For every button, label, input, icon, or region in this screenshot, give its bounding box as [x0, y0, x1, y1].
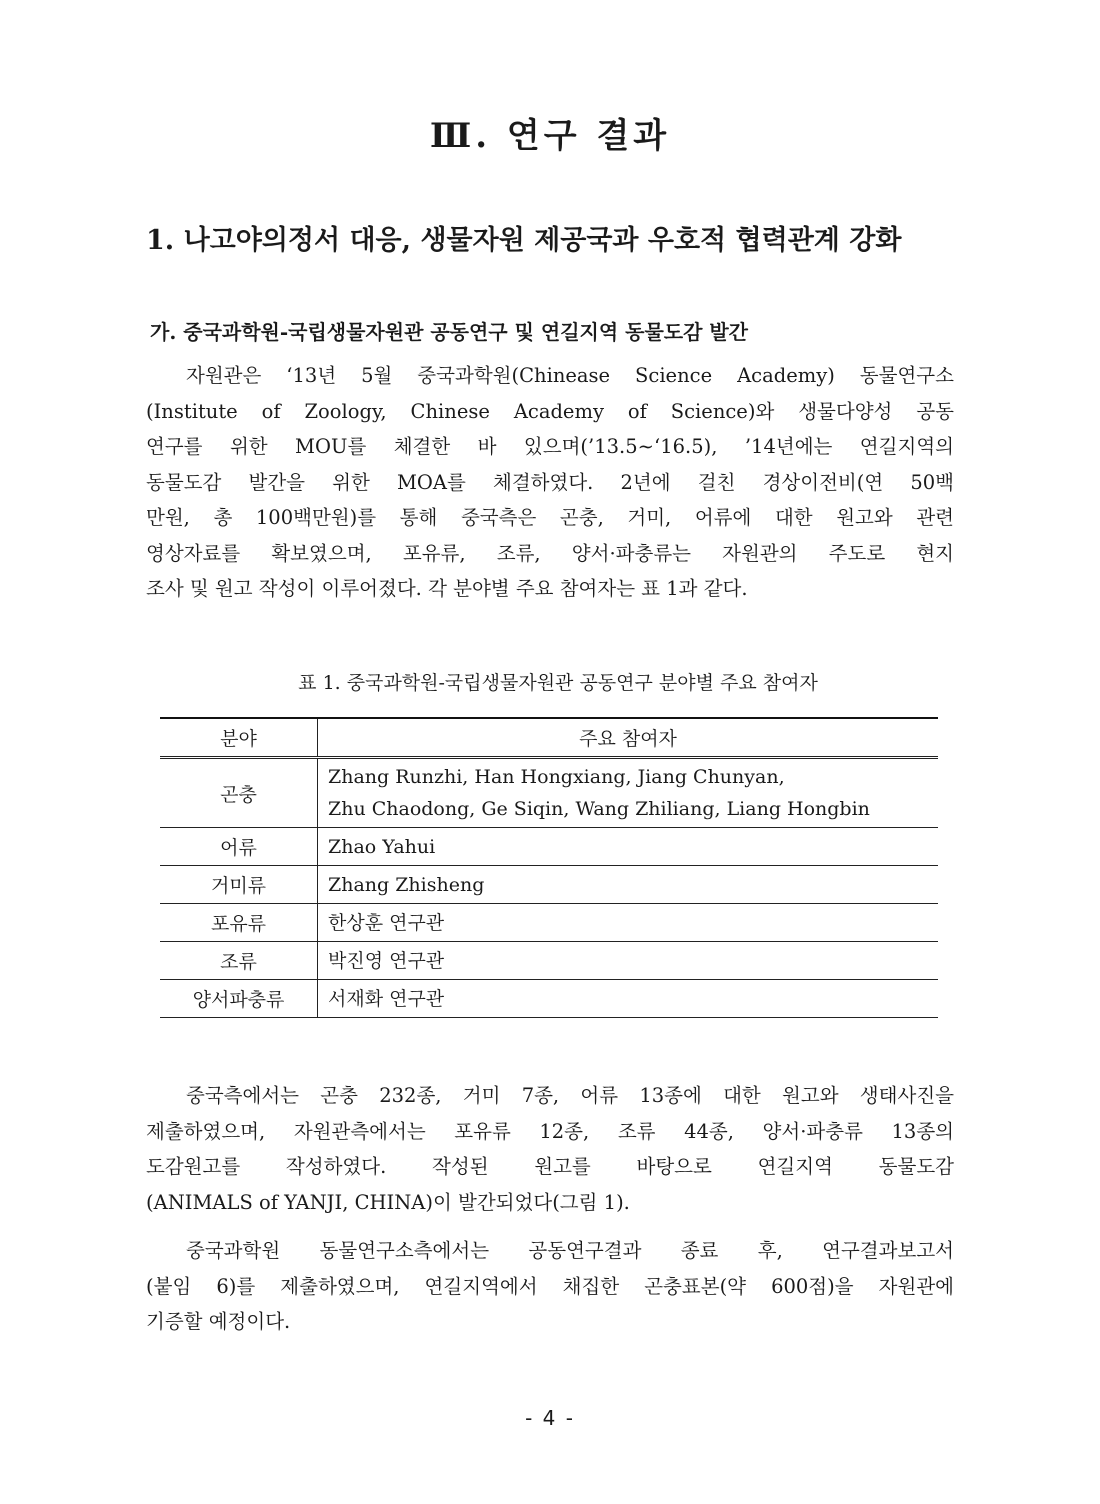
- table-row: [160, 904, 938, 942]
- paragraph-2-line: 도감원고를 작성하였다. 작성된 원고를 바탕으로 연길지역 동물도감: [146, 1155, 954, 1178]
- table-header-participants: 주요 참여자: [318, 718, 939, 758]
- table-cell-field: 곤충: [160, 758, 318, 828]
- table-cell-field: 포유류: [160, 904, 318, 942]
- paragraph-1-line: 만원, 총 100백만원)를 통해 중국측은 곤충, 거미, 어류에 대한 원고와 관련: [146, 506, 954, 529]
- paragraph-3: [146, 1233, 954, 1340]
- page-number: - 4 -: [525, 1406, 575, 1430]
- table-cell-field: 거미류: [160, 866, 318, 904]
- participants-line: Zhang Runzhi, Han Hongxiang, Jiang Chunyan,: [328, 766, 785, 788]
- table-row: [160, 942, 938, 980]
- paragraph-1-line: 영상자료를 확보였으며, 포유류, 조류, 양서·파충류는 자원관의 주도로 현지: [146, 541, 954, 565]
- table-row: [160, 828, 938, 866]
- paragraph-1-line: 연구를 위한 MOU를 체결한 바 있으며(’13.5∼‘16.5), ’14년에는 연길지역의: [146, 435, 954, 458]
- table-cell-participants: 한상훈 연구관: [318, 904, 939, 942]
- paragraph-1-line: 동물도감 발간을 위한 MOA를 체결하였다. 2년에 걸친 경상이전비(연 50백: [146, 470, 954, 494]
- table-cell-field: 양서파충류: [160, 980, 318, 1018]
- paragraph-1-line: (Institute of Zoology, Chinese Academy of Science)와 생물다양성 공동: [146, 399, 954, 423]
- table-cell-participants: Zhao Yahui: [318, 828, 939, 866]
- paragraph-2-line: (ANIMALS of YANJI, CHINA)이 발간되었다(그림 1).: [146, 1190, 630, 1214]
- section-title: 1. 나고야의정서 대응, 생물자원 제공국과 우호적 협력관계 강화: [146, 225, 902, 256]
- paragraph-3-line: 기증할 예정이다.: [146, 1310, 291, 1333]
- table-cell-field: 어류: [160, 828, 318, 866]
- paragraph-3-line: 중국과학원 동물연구소측에서는 공동연구결과 종료 후, 연구결과보고서: [186, 1239, 954, 1262]
- paragraph-2-line: 제출하였으며, 자원관측에서는 포유류 12종, 조류 44종, 양서·파충류 13종의: [146, 1119, 954, 1143]
- paragraph-3-line: (붙임 6)를 제출하였으며, 연길지역에서 채집한 곤충표본(약 600점)을 자원관에: [146, 1274, 954, 1298]
- table-cell-participants: 서재화 연구관: [318, 980, 939, 1018]
- paragraph-2-line: 중국측에서는 곤충 232종, 거미 7종, 어류 13종에 대한 원고와 생태사진을: [186, 1084, 954, 1107]
- participants-table: [160, 717, 938, 1018]
- paragraph-1: [146, 358, 954, 607]
- table-cell-participants: 박진영 연구관: [318, 942, 939, 980]
- table-cell-participants: [318, 758, 939, 828]
- table-row: [160, 758, 938, 828]
- paragraph-2: [146, 1078, 954, 1220]
- table-header-field: 분야: [160, 718, 318, 758]
- paragraph-1-line: 자원관은 ‘13년 5월 중국과학원(Chinease Science Academy) 동물연구소: [186, 364, 954, 387]
- participants-line: Zhu Chaodong, Ge Siqin, Wang Zhiliang, Liang Hongbin: [328, 798, 870, 820]
- table-caption: 표 1. 중국과학원-국립생물자원관 공동연구 분야별 주요 참여자: [298, 672, 818, 694]
- paragraph-1-line: 조사 및 원고 작성이 이루어졌다. 각 분야별 주요 참여자는 표 1과 같다.: [146, 577, 748, 600]
- subsection-title: 가. 중국과학원-국립생물자원관 공동연구 및 연길지역 동물도감 발간: [150, 320, 749, 344]
- table-cell-field: 조류: [160, 942, 318, 980]
- table-row: [160, 980, 938, 1018]
- chapter-title: Ⅲ. 연구 결과: [429, 116, 671, 156]
- table-row: [160, 866, 938, 904]
- table-cell-participants: Zhang Zhisheng: [318, 866, 939, 904]
